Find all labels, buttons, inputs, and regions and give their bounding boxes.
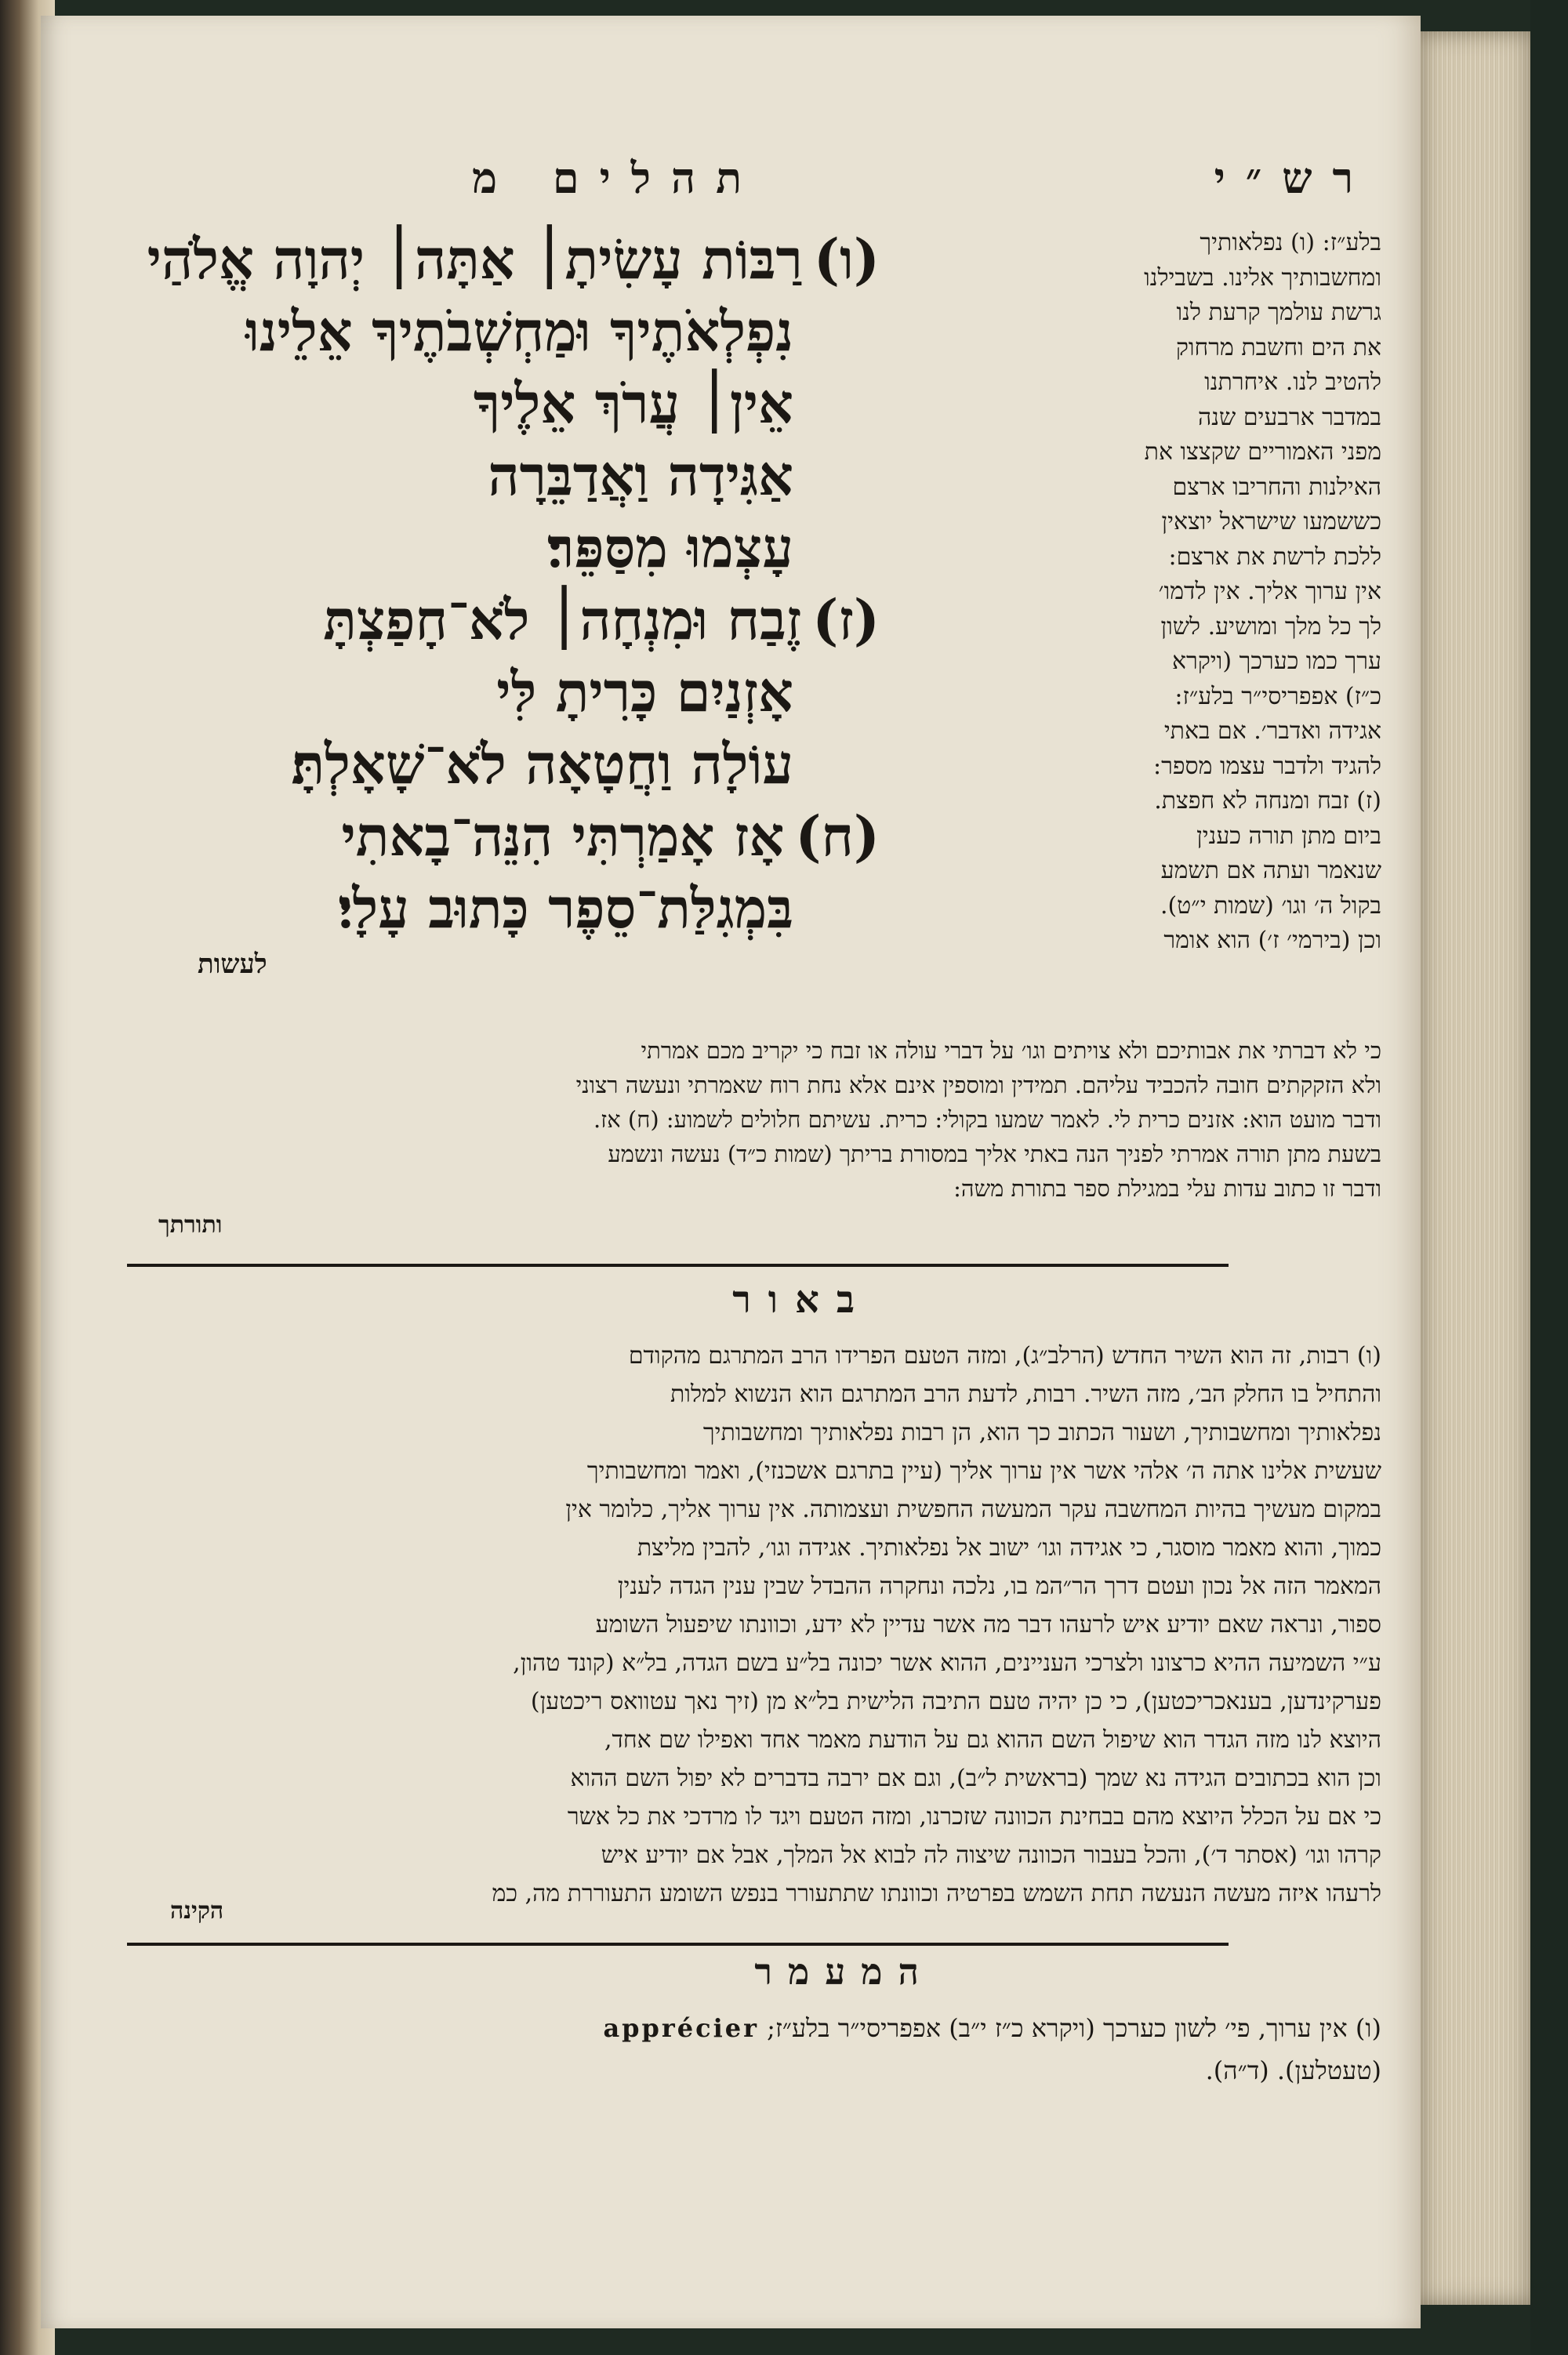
rashi-line: ערך כמו כערכך (ויקרא bbox=[1172, 648, 1381, 675]
rashi-line: להטיב לנו. איחרתנו bbox=[1204, 368, 1381, 396]
biur-line: שעשית אלינו אתה ה׳ אלהי אשר אין ערוך אליך (עיין בתרגם אשכנזי), ואמר ומחשבותיך bbox=[586, 1457, 1381, 1485]
meamar-line: (טעטלען). (ד״ה). bbox=[1205, 2056, 1381, 2085]
rashi-line: וכן (בירמי׳ ז׳) הוא אומר bbox=[1163, 927, 1381, 954]
rashi-line: אגידה ואדבר׳. אם באתי bbox=[1163, 717, 1381, 745]
rashi-commentary-full-width bbox=[252, 1033, 1381, 1206]
rashi-line: מפני האמוריים שקצצו את bbox=[1144, 438, 1381, 466]
meamar-title: המעמר bbox=[754, 1950, 935, 1993]
biur-line: וכן הוא בכתובים הגידה נא שמך (בראשית ל״ב), וגם אם ירבה בדברים לא יפול השם ההוא bbox=[570, 1765, 1381, 1792]
rashi-line: ומחשבותיך אלינו. בשבילנו bbox=[1144, 263, 1381, 292]
rashi-line: בקול ה׳ וגו׳ (שמות י״ט). bbox=[1160, 891, 1381, 920]
background-edge bbox=[1530, 0, 1568, 2355]
biur-line: במקום מעשיך בהיות המחשבה עקר המעשה החפשית ועצמותה. אין ערוך אליך, כלומר אין bbox=[565, 1496, 1381, 1523]
verse-line: עָצְמוּ מִסַּפֵּר׃ bbox=[547, 515, 793, 580]
rashi-line: שנאמר ועתה אם תשמע bbox=[1160, 857, 1381, 884]
biur-commentary bbox=[241, 1337, 1381, 1913]
rashi-line: גרשת עולמך קרעת לנו bbox=[1176, 299, 1381, 326]
rashi-line: במדבר ארבעים שנה bbox=[1198, 403, 1381, 431]
catchword-biur: הקינה bbox=[170, 1897, 224, 1925]
verse-line: אֵין׀ עֲרֹךְ אֵלֶיךָ bbox=[473, 371, 793, 436]
rashi-line: אין ערוך אליך. אין לדמו׳ bbox=[1158, 578, 1381, 605]
rashi-line: ולא הזקקתים חובה להכביד עליהם. תמידין ומוספין אינם אלא נחת רוח שאמרתי ונעשה רצוני bbox=[575, 1072, 1381, 1098]
biur-title: באור bbox=[732, 1278, 872, 1322]
catchword-rashi: ותורתך bbox=[158, 1211, 223, 1239]
rashi-line: להגיד ולדבר עצמו מספר: bbox=[1153, 752, 1381, 780]
biur-line: כמוך, והוא מאמר מוסגר, כי אגידה וגו׳ ישוב אל נפלאותיך. אגידה וגו׳, להבין מליצת bbox=[637, 1534, 1381, 1562]
rashi-line: בלע״ז: (ו) נפלאותיך bbox=[1200, 229, 1381, 256]
biur-line: ע״י השמיעה ההיא כרצונו ולצרכי העניינים, ההוא אשר יכונה בל״ע בשם הגדה, בל״א (קונד טהון, bbox=[513, 1649, 1381, 1677]
verse-line: אָזְנַיִם כָּרִיתָ לִּי bbox=[496, 659, 793, 724]
meamar-commentary bbox=[237, 2007, 1381, 2092]
verse-line: עוֹלָה וַחֲטָאָה לֹא־שָׁאָלְתָּ׃ bbox=[291, 731, 793, 796]
rashi-line: האילנות והחריבו ארצם bbox=[1172, 473, 1381, 501]
biur-line: נפלאותיך ומחשבותיך, ושעור הכתוב כך הוא, הן רבות נפלאותיך ומחשבותיך bbox=[702, 1419, 1381, 1446]
biur-line: קרהו וגו׳ (אסתר ד׳), והכל בעבור הכוונה שיצוה לה לבוא אל המלך, אבל אם יודיע איש bbox=[601, 1842, 1381, 1869]
rashi-line: ודבר זו כתוב עדות עלי במגילת ספר בתורת משה: bbox=[953, 1175, 1381, 1202]
rashi-header: רש״י bbox=[1214, 153, 1374, 203]
verse-line: בִּמְגִלַּת־סֵפֶר כָּתוּב עָלָי׃ bbox=[338, 876, 793, 941]
verse-line: אַגִּידָה וַאֲדַבֵּרָה bbox=[488, 443, 793, 508]
verse-column bbox=[56, 223, 880, 945]
biur-line: כי אם על הכלל היוצא מהם בבחינת הכוונה שזכרנו, ומזה הטעם ויגד לו מרדכי את כל אשר bbox=[567, 1803, 1381, 1831]
rashi-line: כ״ז) אפפריסי״ר בלע״ז: bbox=[1174, 682, 1381, 710]
rashi-line: לך כל מלך ומושיע. לשון bbox=[1160, 612, 1381, 640]
verse-number: (ח) bbox=[795, 804, 880, 869]
biur-line: ספור, ונראה שאם יודיע איש לרעהו דבר מה אשר עדיין לא ידע, וכוונתו שיפעול השומע bbox=[595, 1611, 1381, 1638]
verse-line: (ח)אָז אָמַרְתִּי הִנֵּה־בָאתִי bbox=[341, 804, 880, 869]
verse-line: (ז)זֶבַח וּמִנְחָה׀ לֹא־חָפַצְתָּ bbox=[323, 587, 880, 652]
verse-number: (ו) bbox=[813, 227, 880, 292]
rashi-line: ביום מתן תורה כענין bbox=[1196, 822, 1381, 850]
biur-line: המאמר הזה אל נכון ועטם דרך הר״המ בו, נלכה ונחקרה ההבדל שבין ענין הגדה לענין bbox=[617, 1573, 1381, 1600]
latin-gloss: apprécier bbox=[603, 2013, 759, 2043]
rashi-line: כי לא דברתי את אבותיכם ולא צויתים וגו׳ על דברי עולה או זבח כי יקריב מכם אמרתי bbox=[641, 1037, 1381, 1064]
rashi-line: את הים וחשבת מרחוק bbox=[1175, 333, 1381, 361]
catchword-verses: לעשות bbox=[198, 949, 267, 980]
section-divider bbox=[127, 1943, 1229, 1946]
rashi-line: (ז) זבח ומנחה לא חפצת. bbox=[1154, 787, 1381, 815]
verse-line: נִפְלְאֹתֶיךָ וּמַחְשְׁבֹתֶיךָ אֵלֵינוּ bbox=[245, 299, 793, 364]
verse-line: (ו)רַבּוֹת עָשִׂיתָ׀ אַתָּה׀ יְהוָה אֱלֹהַי bbox=[147, 227, 880, 292]
psalm-header: תהלים מ bbox=[472, 153, 762, 203]
biur-line: (ו) רבות, זה הוא השיר החדש (הרלב״ג), ומזה הטעם הפרידו הרב המתרגם מהקודם bbox=[628, 1342, 1381, 1370]
meamar-line: (ו) אין ערוך, פי׳ לשון כערכך (ויקרא כ״ז י״ב) אפפריסי״ר בלע״ז; apprécier bbox=[603, 2013, 1381, 2043]
biur-line: פערקינדען, בענאכריכטען), כי כן יהיה טעם התיבה הלישית בל״א מן (זיך נאך עטוואס ריכטען) bbox=[530, 1688, 1381, 1715]
verse-number: (ז) bbox=[812, 587, 880, 652]
rashi-line: ללכת לרשת את ארצם: bbox=[1168, 542, 1381, 571]
rashi-commentary-column bbox=[1083, 226, 1381, 959]
rashi-line: בשעת מתן תורה אמרתי לפניך הנה באתי אליך במסורת בריתך (שמות כ״ד) נעשה ונשמע bbox=[608, 1141, 1381, 1167]
biur-line: לרעהו איזה מעשה הנעשה תחת השמש בפרטיה וכוונתו שתתעורר בנפש השומע התעוררת מה, כמ bbox=[492, 1880, 1381, 1907]
biur-line: היוצא לנו מזה הגדר הוא שיפול השם ההוא גם על הודעת מאמר אחד ואפילו שם אחד, bbox=[604, 1726, 1381, 1754]
book-page bbox=[41, 16, 1421, 2328]
rashi-line: ודבר מועט הוא: אזנים כרית לי. לאמר שמעו בקולי: כרית. עשיתם חלולים לשמוע: (ח) אז. bbox=[593, 1106, 1381, 1133]
rashi-line: כששמעו שישראל יוצאין bbox=[1161, 508, 1381, 535]
biur-line: והתחיל בו החלק הב׳, מזה השיר. רבות, לדעת הרב המתרגם הוא הנשוא למלות bbox=[670, 1381, 1381, 1408]
section-divider bbox=[127, 1264, 1229, 1267]
book-page-stack bbox=[1421, 31, 1530, 2305]
